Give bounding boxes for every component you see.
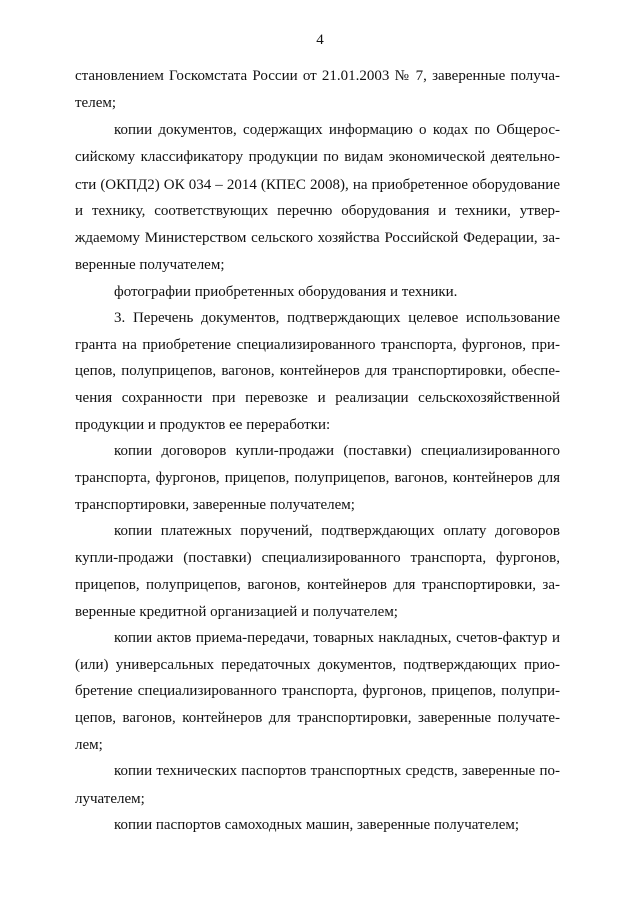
text-line: сти (ОКПД2) ОК 034 – 2014 (КПЕС 2008), на приобретенное оборудование [75, 177, 560, 193]
text-line: и технику, соответствующих перечню оборудования и техники, утвер- [75, 203, 560, 219]
text-line: копии платежных поручений, подтверждающих оплату договоров [114, 523, 560, 539]
text-line: веренные получателем; [75, 257, 225, 273]
text-line: чения сохранности при перевозке и реализации сельскохозяйственной [75, 390, 560, 406]
text-line: 3. Перечень документов, подтверждающих целевое использование [114, 310, 560, 326]
text-line: копии паспортов самоходных машин, заверенные получателем; [114, 817, 520, 833]
text-line: лучателем; [75, 791, 145, 807]
text-line: сийскому классификатору продукции по видам экономической деятельно- [75, 149, 560, 165]
text-line: копии договоров купли-продажи (поставки) специализированного [114, 443, 560, 459]
text-line: копии документов, содержащих информацию о кодах по Общерос- [114, 122, 560, 138]
text-line: купли-продажи (поставки) специализированного транспорта, фургонов, [75, 550, 560, 566]
text-line: телем; [75, 95, 117, 111]
text-line: цепов, вагонов, контейнеров для транспортировки, заверенные получате- [75, 710, 560, 726]
text-line: веренные кредитной организацией и получателем; [75, 604, 398, 620]
text-line: копии актов приема-передачи, товарных накладных, счетов-фактур и [114, 630, 560, 646]
page-number: 4 [316, 32, 324, 48]
text-line: транспорта, фургонов, прицепов, полуприцепов, вагонов, контейнеров для [75, 470, 560, 486]
text-line: бретение специализированного транспорта, фургонов, прицепов, полупри- [75, 683, 560, 699]
text-line: транспортировки, заверенные получателем; [75, 497, 355, 513]
text-line: гранта на приобретение специализированного транспорта, фургонов, при- [75, 337, 560, 353]
text-line: становлением Госкомстата России от 21.01.2003 № 7, заверенные получа- [75, 68, 560, 84]
text-line: ждаемому Министерством сельского хозяйства Российской Федерации, за- [75, 230, 560, 246]
text-line: (или) универсальных передаточных документов, подтверждающих прио- [75, 657, 560, 673]
text-line: копии технических паспортов транспортных средств, заверенные по- [114, 763, 560, 779]
text-line: цепов, полуприцепов, вагонов, контейнеров для транспортировки, обеспе- [75, 363, 560, 379]
text-line: прицепов, полуприцепов, вагонов, контейнеров для транспортировки, за- [75, 577, 560, 593]
text-line: продукции и продуктов ее переработки: [75, 417, 331, 433]
text-line: лем; [75, 737, 103, 753]
text-line: фотографии приобретенных оборудования и техники. [114, 284, 458, 300]
